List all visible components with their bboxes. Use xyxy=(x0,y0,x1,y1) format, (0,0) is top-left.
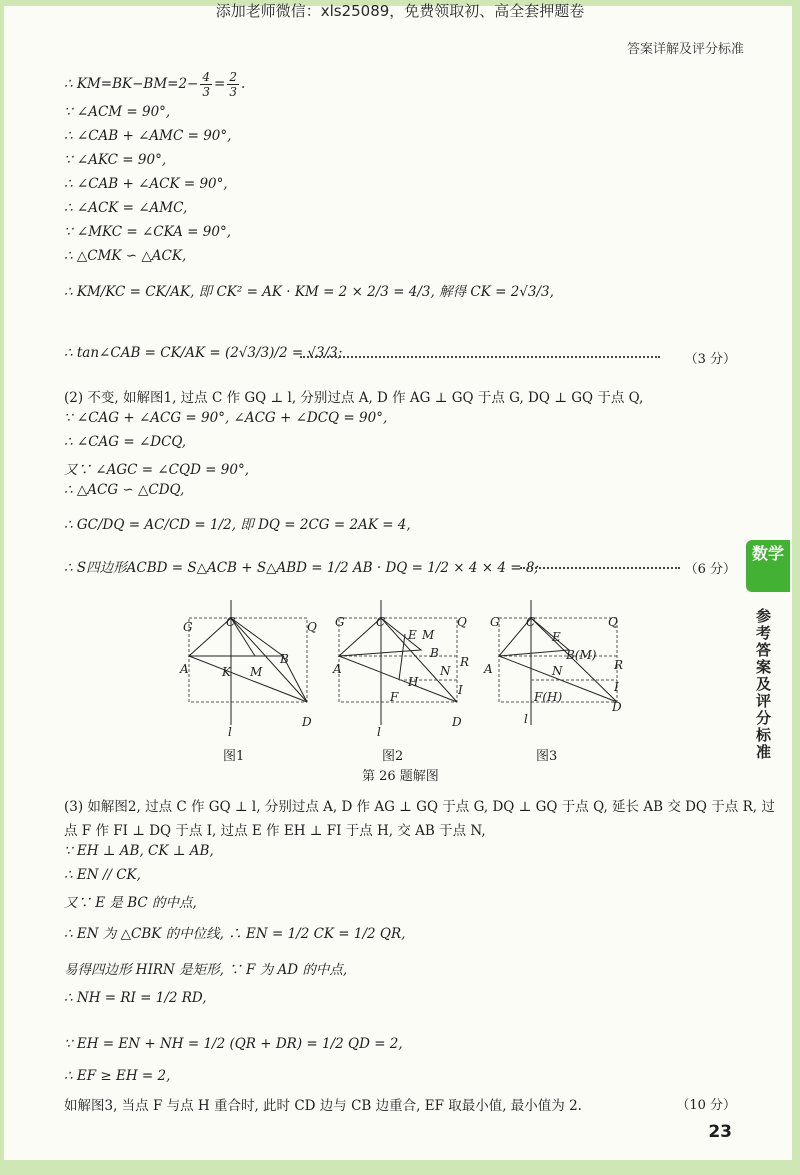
figure-3-point-4: B(M) xyxy=(566,648,597,662)
line-8: ∴ △CMK ∽ △ACK, xyxy=(64,248,187,264)
figure-1-point-6: B xyxy=(280,652,289,666)
figure-1-label: 图1 xyxy=(223,749,245,764)
line-16: ∴ GC/DQ = AC/CD = 1/2, 即 DQ = 2CG = 2AK = 4, xyxy=(64,517,411,533)
top-banner: 添加老师微信：xls25089，免费领取初、高全套押题卷 xyxy=(215,2,585,20)
figure-2-point-10: I xyxy=(458,683,463,697)
line-4: ∵ ∠AKC = 90°, xyxy=(64,152,167,168)
line-17: ∴ S四边形ACBD = S△ACB + S△ABD = 1/2 AB · DQ = 1/2 × 4 × 4 = 8; xyxy=(64,560,539,576)
page-header: 答案详解及评分标准 xyxy=(626,42,744,57)
figure-3-point-9: F(H) xyxy=(534,690,563,704)
figure-1-point-8: D xyxy=(302,715,312,729)
figure-1 xyxy=(175,600,320,735)
figure-3-point-2: Q xyxy=(608,615,618,629)
line-22: 又∵ E 是 BC 的中点, xyxy=(64,895,197,911)
line-14: 又∵ ∠AGC = ∠CQD = 90°, xyxy=(64,462,250,478)
line-1: ∴ KM=BK−BM=2− $\frac{4}{3}$ = $\frac{2}{3}$ . xyxy=(64,70,246,99)
line-5: ∴ ∠CAB + ∠ACK = 90°, xyxy=(64,176,228,192)
page-number: 23 xyxy=(708,1122,732,1142)
figure-1-point-3: A xyxy=(180,662,189,676)
figure-2-point-12: l xyxy=(377,725,381,739)
figure-2-point-2: Q xyxy=(457,615,467,629)
figure-3-point-7: N xyxy=(552,664,563,678)
line-10: ∴ tan∠CAB = CK/AK = (2√3/3)/2 = √3/3; xyxy=(64,345,343,361)
figure-2-point-1: C xyxy=(376,615,386,629)
figure-3-point-11: D xyxy=(612,700,622,714)
score-3: （3 分） xyxy=(684,352,736,367)
figure-1-point-7: l xyxy=(228,725,232,739)
figure-2-point-13: D xyxy=(452,715,462,729)
figure-3-point-0: G xyxy=(490,615,500,629)
figure-1-point-2: Q xyxy=(307,620,317,634)
figure-2-point-5: B xyxy=(430,646,439,660)
line-2: ∵ ∠ACM = 90°, xyxy=(64,104,171,120)
figure-3-point-1: C xyxy=(526,615,536,629)
figure-1-point-0: G xyxy=(183,620,193,634)
line-23: ∴ EN 为 △CBK 的中位线, ∴ EN = 1/2 CK = 1/2 QR, xyxy=(64,926,406,942)
line-27: ∴ EF ≥ EH = 2, xyxy=(64,1068,171,1084)
figure-3-label: 图3 xyxy=(536,749,558,764)
line-21: ∴ EN // CK, xyxy=(64,867,141,883)
figure-caption: 第 26 题解图 xyxy=(362,769,439,784)
line-18: (3) 如解图2, 过点 C 作 GQ ⊥ l, 分别过点 A, D 作 AG ⊥ GQ 于点 G, DQ ⊥ GQ 于点 Q, 延长 AB 交 DQ 于点 R, 过 xyxy=(64,799,775,815)
line-26: ∵ EH = EN + NH = 1/2 (QR + DR) = 1/2 QD = 2, xyxy=(64,1036,403,1052)
score-6: （6 分） xyxy=(684,562,736,577)
figure-3-point-5: R xyxy=(614,658,624,672)
line-12: ∵ ∠CAG + ∠ACG = 90°, ∠ACG + ∠DCQ = 90°, xyxy=(64,410,388,426)
line-13: ∴ ∠CAG = ∠DCQ, xyxy=(64,434,187,450)
figure-2-point-6: A xyxy=(333,662,342,676)
line-9: ∴ KM/KC = CK/AK, 即 CK² = AK · KM = 2 × 2/3 = 4/3, 解得 CK = 2√3/3, xyxy=(64,284,554,300)
subject-tab: 数学 xyxy=(746,540,790,592)
figure-3-point-8: I xyxy=(614,680,619,694)
line-28: 如解图3, 当点 F 与点 H 重合时, 此时 CD 边与 CB 边重合, EF 取最小值, 最小值为 2. xyxy=(64,1098,582,1114)
figure-1-point-5: M xyxy=(250,665,263,679)
figure-2-label: 图2 xyxy=(382,749,404,764)
line-6: ∴ ∠ACK = ∠AMC, xyxy=(64,200,188,216)
figure-2-point-9: H xyxy=(408,675,419,689)
line-11: (2) 不变, 如解图1, 过点 C 作 GQ ⊥ l, 分别过点 A, D 作 AG ⊥ GQ 于点 G, DQ ⊥ GQ 于点 Q, xyxy=(64,390,644,406)
line-15: ∴ △ACG ∽ △CDQ, xyxy=(64,482,185,498)
figure-1-point-1: C xyxy=(226,615,236,629)
figure-1-point-4: K xyxy=(222,665,231,679)
line-20: ∵ EH ⊥ AB, CK ⊥ AB, xyxy=(64,843,214,859)
figure-2-point-0: G xyxy=(335,615,345,629)
side-label: 参考答案及评分标准 xyxy=(756,607,772,761)
figure-3-point-6: A xyxy=(484,662,493,676)
line-25: ∴ NH = RI = 1/2 RD, xyxy=(64,990,207,1006)
figure-2-point-4: M xyxy=(422,628,435,642)
figure-2-point-7: N xyxy=(440,664,451,678)
line-24: 易得四边形 HIRN 是矩形, ∵ F 为 AD 的中点, xyxy=(64,962,348,978)
figure-3-point-10: l xyxy=(524,712,528,726)
score-10: （10 分） xyxy=(676,1098,736,1113)
line-3: ∴ ∠CAB + ∠AMC = 90°, xyxy=(64,128,232,144)
line-7: ∵ ∠MKC = ∠CKA = 90°, xyxy=(64,224,232,240)
line-19: 点 F 作 FI ⊥ DQ 于点 I, 过点 E 作 EH ⊥ FI 于点 H, 交 AB 于点 N, xyxy=(64,823,486,839)
figure-2-point-8: R xyxy=(460,655,470,669)
figure-2-point-3: E xyxy=(408,628,417,642)
figure-2-point-11: F xyxy=(390,690,399,704)
figure-3-point-3: E xyxy=(552,630,561,644)
